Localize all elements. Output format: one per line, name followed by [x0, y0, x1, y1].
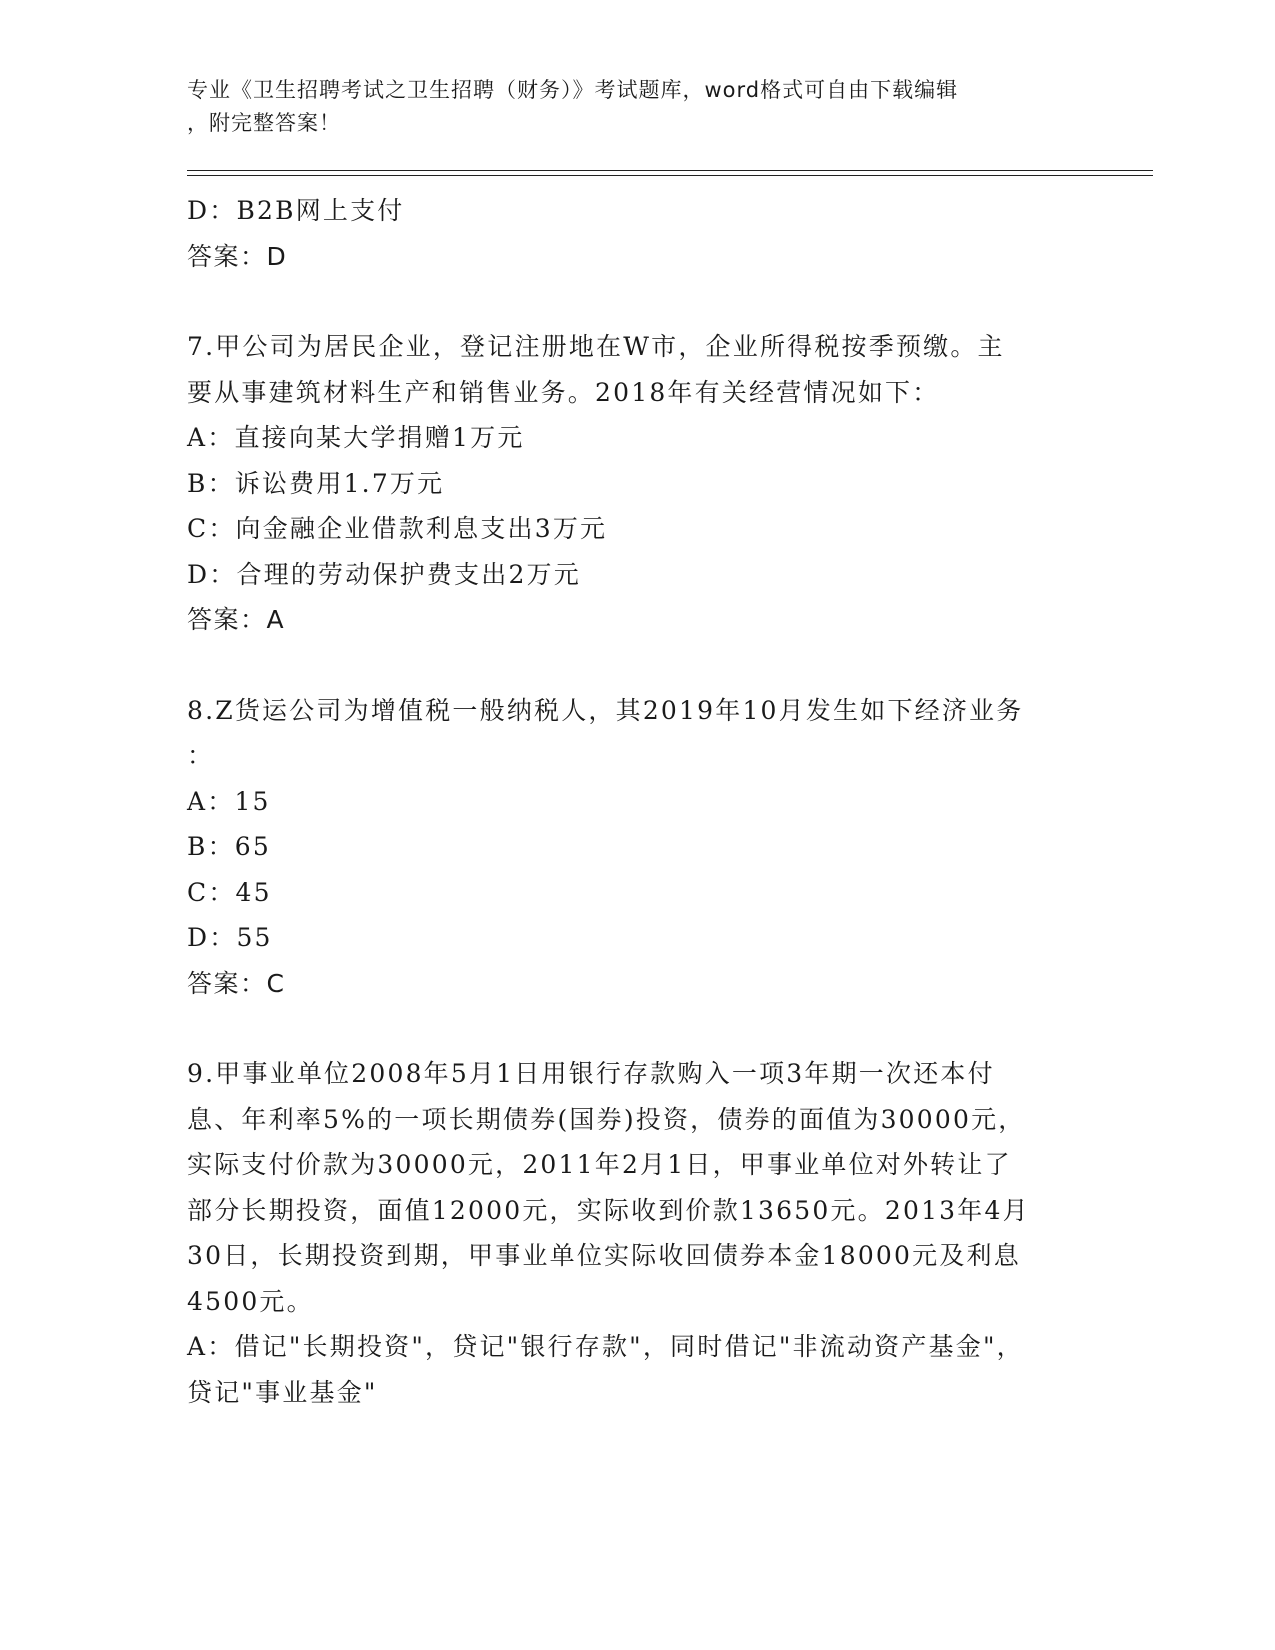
question-stem: 实际支付价款为30000元，2011年2月1日，甲事业单位对外转让了 [187, 1150, 1012, 1179]
option-c: C：向金融企业借款利息支出3万元 [187, 514, 608, 543]
question-stem: 7.甲公司为居民企业，登记注册地在W市，企业所得税按季预缴。主 [187, 332, 1005, 361]
question-stem: 息、年利率5%的一项长期债券(国券)投资，债券的面值为30000元， [187, 1104, 1026, 1134]
question-list [187, 188, 1087, 1415]
option-a: A：15 [187, 786, 271, 816]
answer: 答案：C [187, 968, 286, 998]
header-rule-bottom [187, 175, 1153, 176]
question-8 [187, 688, 1087, 1007]
question-stem: 要从事建筑材料生产和销售业务。2018年有关经营情况如下： [187, 377, 940, 407]
question-7 [187, 324, 1087, 643]
header-line-2: ，附完整答案！ [187, 111, 341, 135]
option-d: D：合理的劳动保护费支出2万元 [187, 559, 581, 589]
question-stem: ： [187, 741, 215, 770]
document-header [187, 74, 1067, 140]
question-stem: 部分长期投资，面值12000元，实际收到价款13650元。2013年4月 [187, 1195, 1030, 1225]
question-stem: 8.Z货运公司为增值税一般纳税人，其2019年10月发生如下经济业务 [187, 695, 1024, 725]
header-rule-top [187, 170, 1153, 171]
answer: 答案：D [187, 241, 288, 271]
question-6-tail [187, 188, 1087, 279]
option-c: C：45 [187, 877, 272, 907]
option-a: A：直接向某大学捐赠1万元 [187, 423, 525, 452]
option-b: B：65 [187, 832, 271, 861]
question-stem: 9.甲事业单位2008年5月1日用银行存款购入一项3年期一次还本付 [187, 1059, 995, 1088]
option-d: D：55 [187, 923, 273, 952]
option-a-continued: 贷记"事业基金" [187, 1377, 378, 1407]
header-line-1: 专业《卫生招聘考试之卫生招聘（财务）》考试题库，word格式可自由下载编辑 [187, 78, 959, 102]
question-9 [187, 1051, 1087, 1415]
option-b: B：诉讼费用1.7万元 [187, 468, 445, 498]
question-stem: 4500元。 [187, 1286, 314, 1316]
option-a: A：借记"长期投资"，贷记"银行存款"，同时借记"非流动资产基金"， [187, 1332, 1024, 1361]
answer: 答案：A [187, 605, 286, 634]
option-d: D：B2B网上支付 [187, 196, 405, 225]
question-stem: 30日，长期投资到期，甲事业单位实际收回债券本金18000元及利息 [187, 1241, 1021, 1270]
